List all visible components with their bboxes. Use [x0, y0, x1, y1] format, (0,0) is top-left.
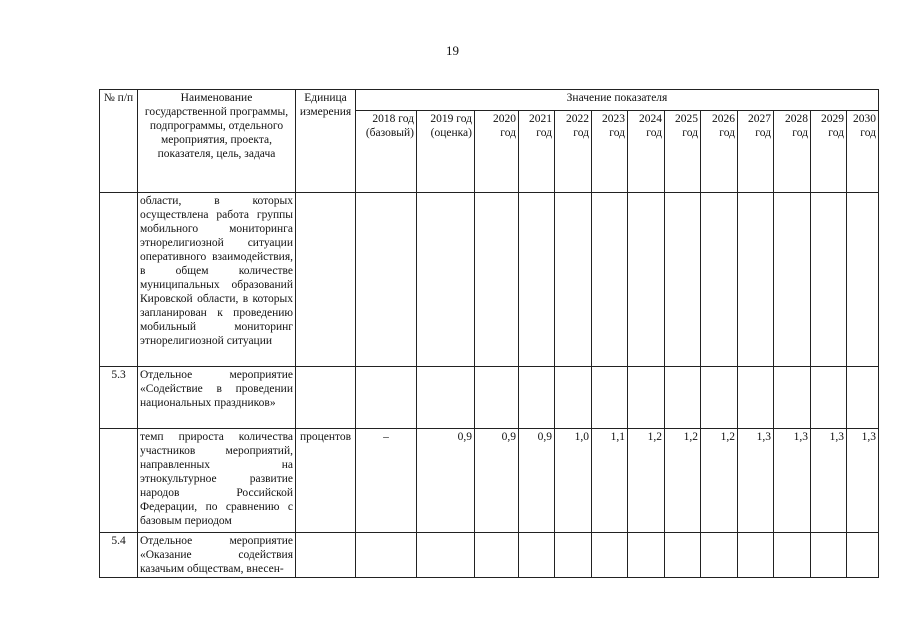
- row-value: [519, 533, 555, 578]
- row-value: [592, 193, 628, 367]
- row-value: [774, 367, 811, 429]
- table-row: [100, 367, 879, 429]
- row-value: [738, 533, 774, 578]
- row-value: [417, 193, 475, 367]
- year-2018: 2018 год (базовый): [356, 110, 417, 192]
- table-row: [100, 533, 879, 578]
- year-2021: 2021 год: [519, 110, 555, 192]
- row-value: [519, 193, 555, 367]
- row-value: [847, 367, 879, 429]
- row-value: 1,3: [774, 429, 811, 533]
- row-value: [811, 193, 847, 367]
- header-row: [100, 90, 879, 111]
- row-value: 1,3: [811, 429, 847, 533]
- row-value: [665, 193, 701, 367]
- row-value: [628, 533, 665, 578]
- row-value: [475, 193, 519, 367]
- row-value: [701, 193, 738, 367]
- year-2026: 2026 год: [701, 110, 738, 192]
- year-2022: 2022 год: [555, 110, 592, 192]
- row-value: [847, 193, 879, 367]
- row-name: области, в которых осуществлена работа группы мобильного мониторинга этнорелигиозной ситуации оперативного взаимодействия, в общем количестве муниципальных образований Кировской области, в которых запланирован к проведению мобильный мониторинг этнорелигиозной ситуации: [138, 193, 296, 367]
- year-2023: 2023 год: [592, 110, 628, 192]
- row-value: [665, 367, 701, 429]
- row-value: 1,2: [665, 429, 701, 533]
- row-value: [417, 533, 475, 578]
- row-value: [475, 367, 519, 429]
- row-value: [475, 533, 519, 578]
- row-unit: [296, 367, 356, 429]
- row-value: 1,3: [847, 429, 879, 533]
- year-2019: 2019 год (оценка): [417, 110, 475, 192]
- row-name: Отдельное мероприятие «Оказание содействия казачьим обществам, внесен-: [138, 533, 296, 578]
- row-value: [628, 367, 665, 429]
- row-value: [555, 533, 592, 578]
- year-2024: 2024 год: [628, 110, 665, 192]
- table-row: [100, 429, 879, 533]
- year-2030: 2030 год: [847, 110, 879, 192]
- row-value: 1,0: [555, 429, 592, 533]
- year-2028: 2028 год: [774, 110, 811, 192]
- row-value: 1,2: [701, 429, 738, 533]
- year-2020: 2020 год: [475, 110, 519, 192]
- row-value: [555, 193, 592, 367]
- row-value: [701, 533, 738, 578]
- year-2029: 2029 год: [811, 110, 847, 192]
- row-unit: процентов: [296, 429, 356, 533]
- row-value: [592, 533, 628, 578]
- header-unit: Единица измерения: [296, 90, 356, 193]
- row-value: [847, 533, 879, 578]
- header-num: № п/п: [100, 90, 138, 193]
- header-name: Наименование государственной программы, подпрограммы, отдельного мероприятия, проекта, показателя, цель, задача: [138, 90, 296, 193]
- row-value: [701, 367, 738, 429]
- table-row: [100, 193, 879, 367]
- row-value: [774, 193, 811, 367]
- row-value: [811, 367, 847, 429]
- row-value: [356, 193, 417, 367]
- row-num: 5.3: [100, 367, 138, 429]
- row-num: [100, 429, 138, 533]
- row-value: [774, 533, 811, 578]
- row-value: [519, 367, 555, 429]
- row-value: [356, 533, 417, 578]
- row-value: –: [356, 429, 417, 533]
- row-value: [628, 193, 665, 367]
- row-value: 1,3: [738, 429, 774, 533]
- row-value: [356, 367, 417, 429]
- year-2027: 2027 год: [738, 110, 774, 192]
- row-unit: [296, 533, 356, 578]
- page-number: 19: [446, 43, 459, 58]
- row-num: 5.4: [100, 533, 138, 578]
- row-unit: [296, 193, 356, 367]
- row-num: [100, 193, 138, 367]
- indicator-table: [99, 89, 879, 578]
- row-value: [592, 367, 628, 429]
- row-value: 0,9: [475, 429, 519, 533]
- year-2025: 2025 год: [665, 110, 701, 192]
- row-value: [665, 533, 701, 578]
- row-name: Отдельное мероприятие «Содействие в проведении национальных праздников»: [138, 367, 296, 429]
- row-value: [738, 367, 774, 429]
- header-value: Значение показателя: [356, 90, 879, 111]
- row-value: [738, 193, 774, 367]
- row-value: [811, 533, 847, 578]
- row-value: [417, 367, 475, 429]
- row-name: темп прироста количества участников мероприятий, направленных на этнокультурное развитие народов Российской Федерации, по сравнению с базовым периодом: [138, 429, 296, 533]
- row-value: 1,2: [628, 429, 665, 533]
- row-value: 1,1: [592, 429, 628, 533]
- row-value: 0,9: [519, 429, 555, 533]
- row-value: [555, 367, 592, 429]
- row-value: 0,9: [417, 429, 475, 533]
